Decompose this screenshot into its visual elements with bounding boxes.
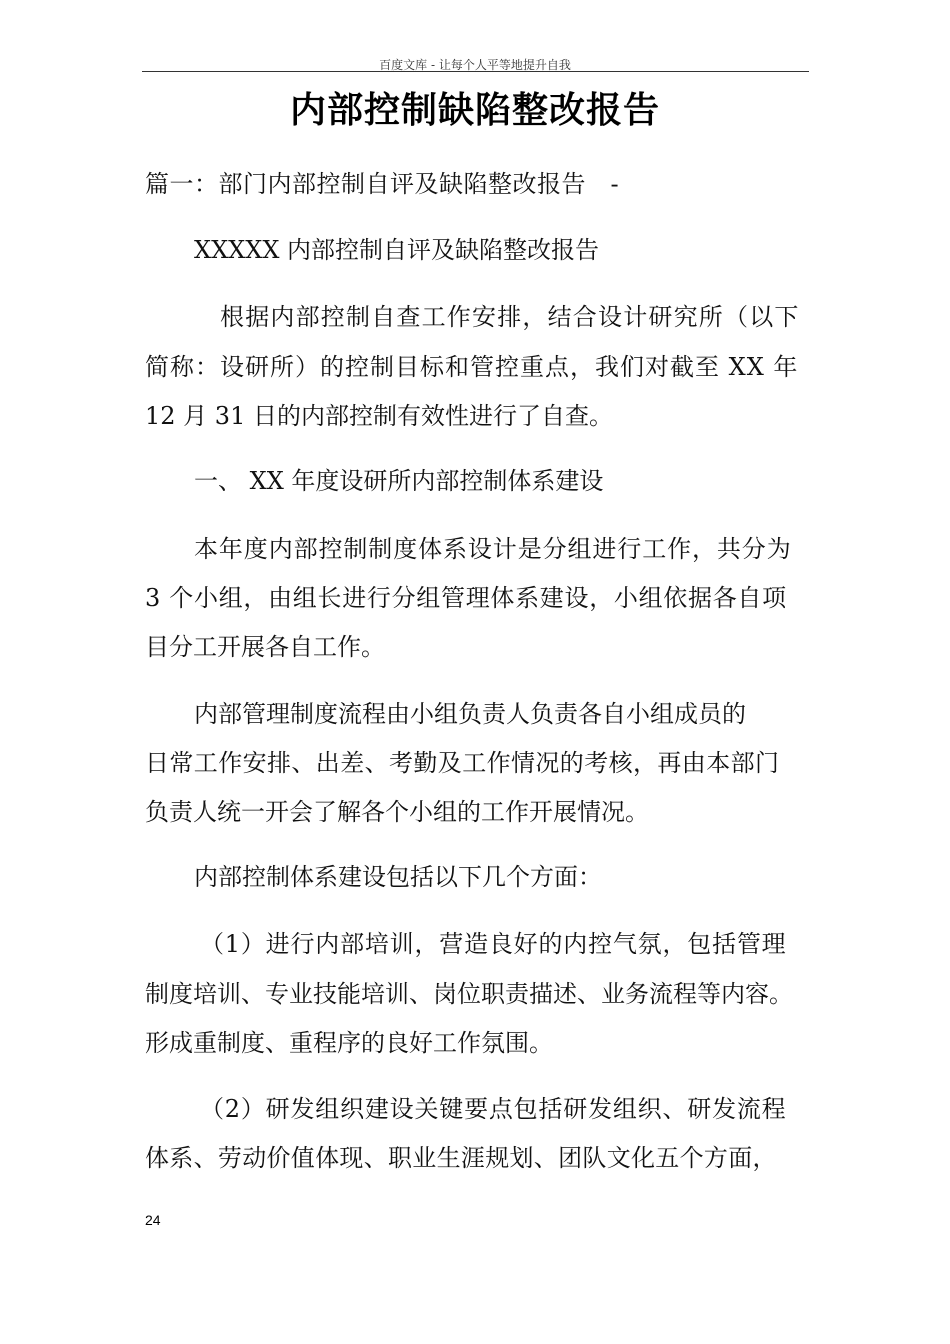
paragraph-line: 负责人统一开会了解各个小组的工作开展情况。	[145, 798, 649, 826]
paragraph-line: 内部管理制度流程由小组负责人负责各自小组成员的	[194, 700, 746, 728]
list-item: （1）进行内部培训，营造良好的内控气氛，包括管理	[200, 930, 787, 958]
paragraph-line: 目分工开展各自工作。	[145, 633, 385, 661]
list-item: 形成重制度、重程序的良好工作氛围。	[145, 1029, 553, 1057]
paragraph-line: 3 个小组，由组长进行分组管理体系建设，小组依据各自项	[145, 584, 787, 612]
document-title: 内部控制缺陷整改报告	[289, 90, 660, 131]
paragraph-line: 日常工作安排、出差、考勤及工作情况的考核，再由本部门	[145, 749, 780, 777]
list-item: 制度培训、专业技能培训、岗位职责描述、业务流程等内容。	[145, 980, 793, 1008]
page-header: 百度文库 - 让每个人平等地提升自我	[379, 58, 571, 72]
section-heading: 篇一：部门内部控制自评及缺陷整改报告 -	[145, 170, 620, 198]
list-item: （2）研发组织建设关键要点包括研发组织、研发流程	[200, 1095, 787, 1123]
paragraph-line: 本年度内部控制制度体系设计是分组进行工作，共分为	[194, 535, 792, 563]
list-item: 体系、劳动价值体现、职业生涯规划、团队文化五个方面，	[145, 1144, 777, 1172]
page-number: 24	[145, 1212, 161, 1228]
paragraph-line: 12 月 31 日的内部控制有效性进行了自查。	[145, 402, 613, 430]
report-subtitle: XXXXX 内部控制自评及缺陷整改报告	[194, 236, 600, 264]
section-heading: 一、 XX 年度设研所内部控制体系建设	[194, 467, 604, 495]
paragraph-line: 内部控制体系建设包括以下几个方面：	[194, 863, 602, 891]
header-rule	[142, 71, 809, 72]
paragraph-line: 根据内部控制自查工作安排，结合设计研究所（以下	[220, 303, 800, 331]
paragraph-line: 简称：设研所）的控制目标和管控重点，我们对截至 XX 年	[145, 353, 799, 381]
